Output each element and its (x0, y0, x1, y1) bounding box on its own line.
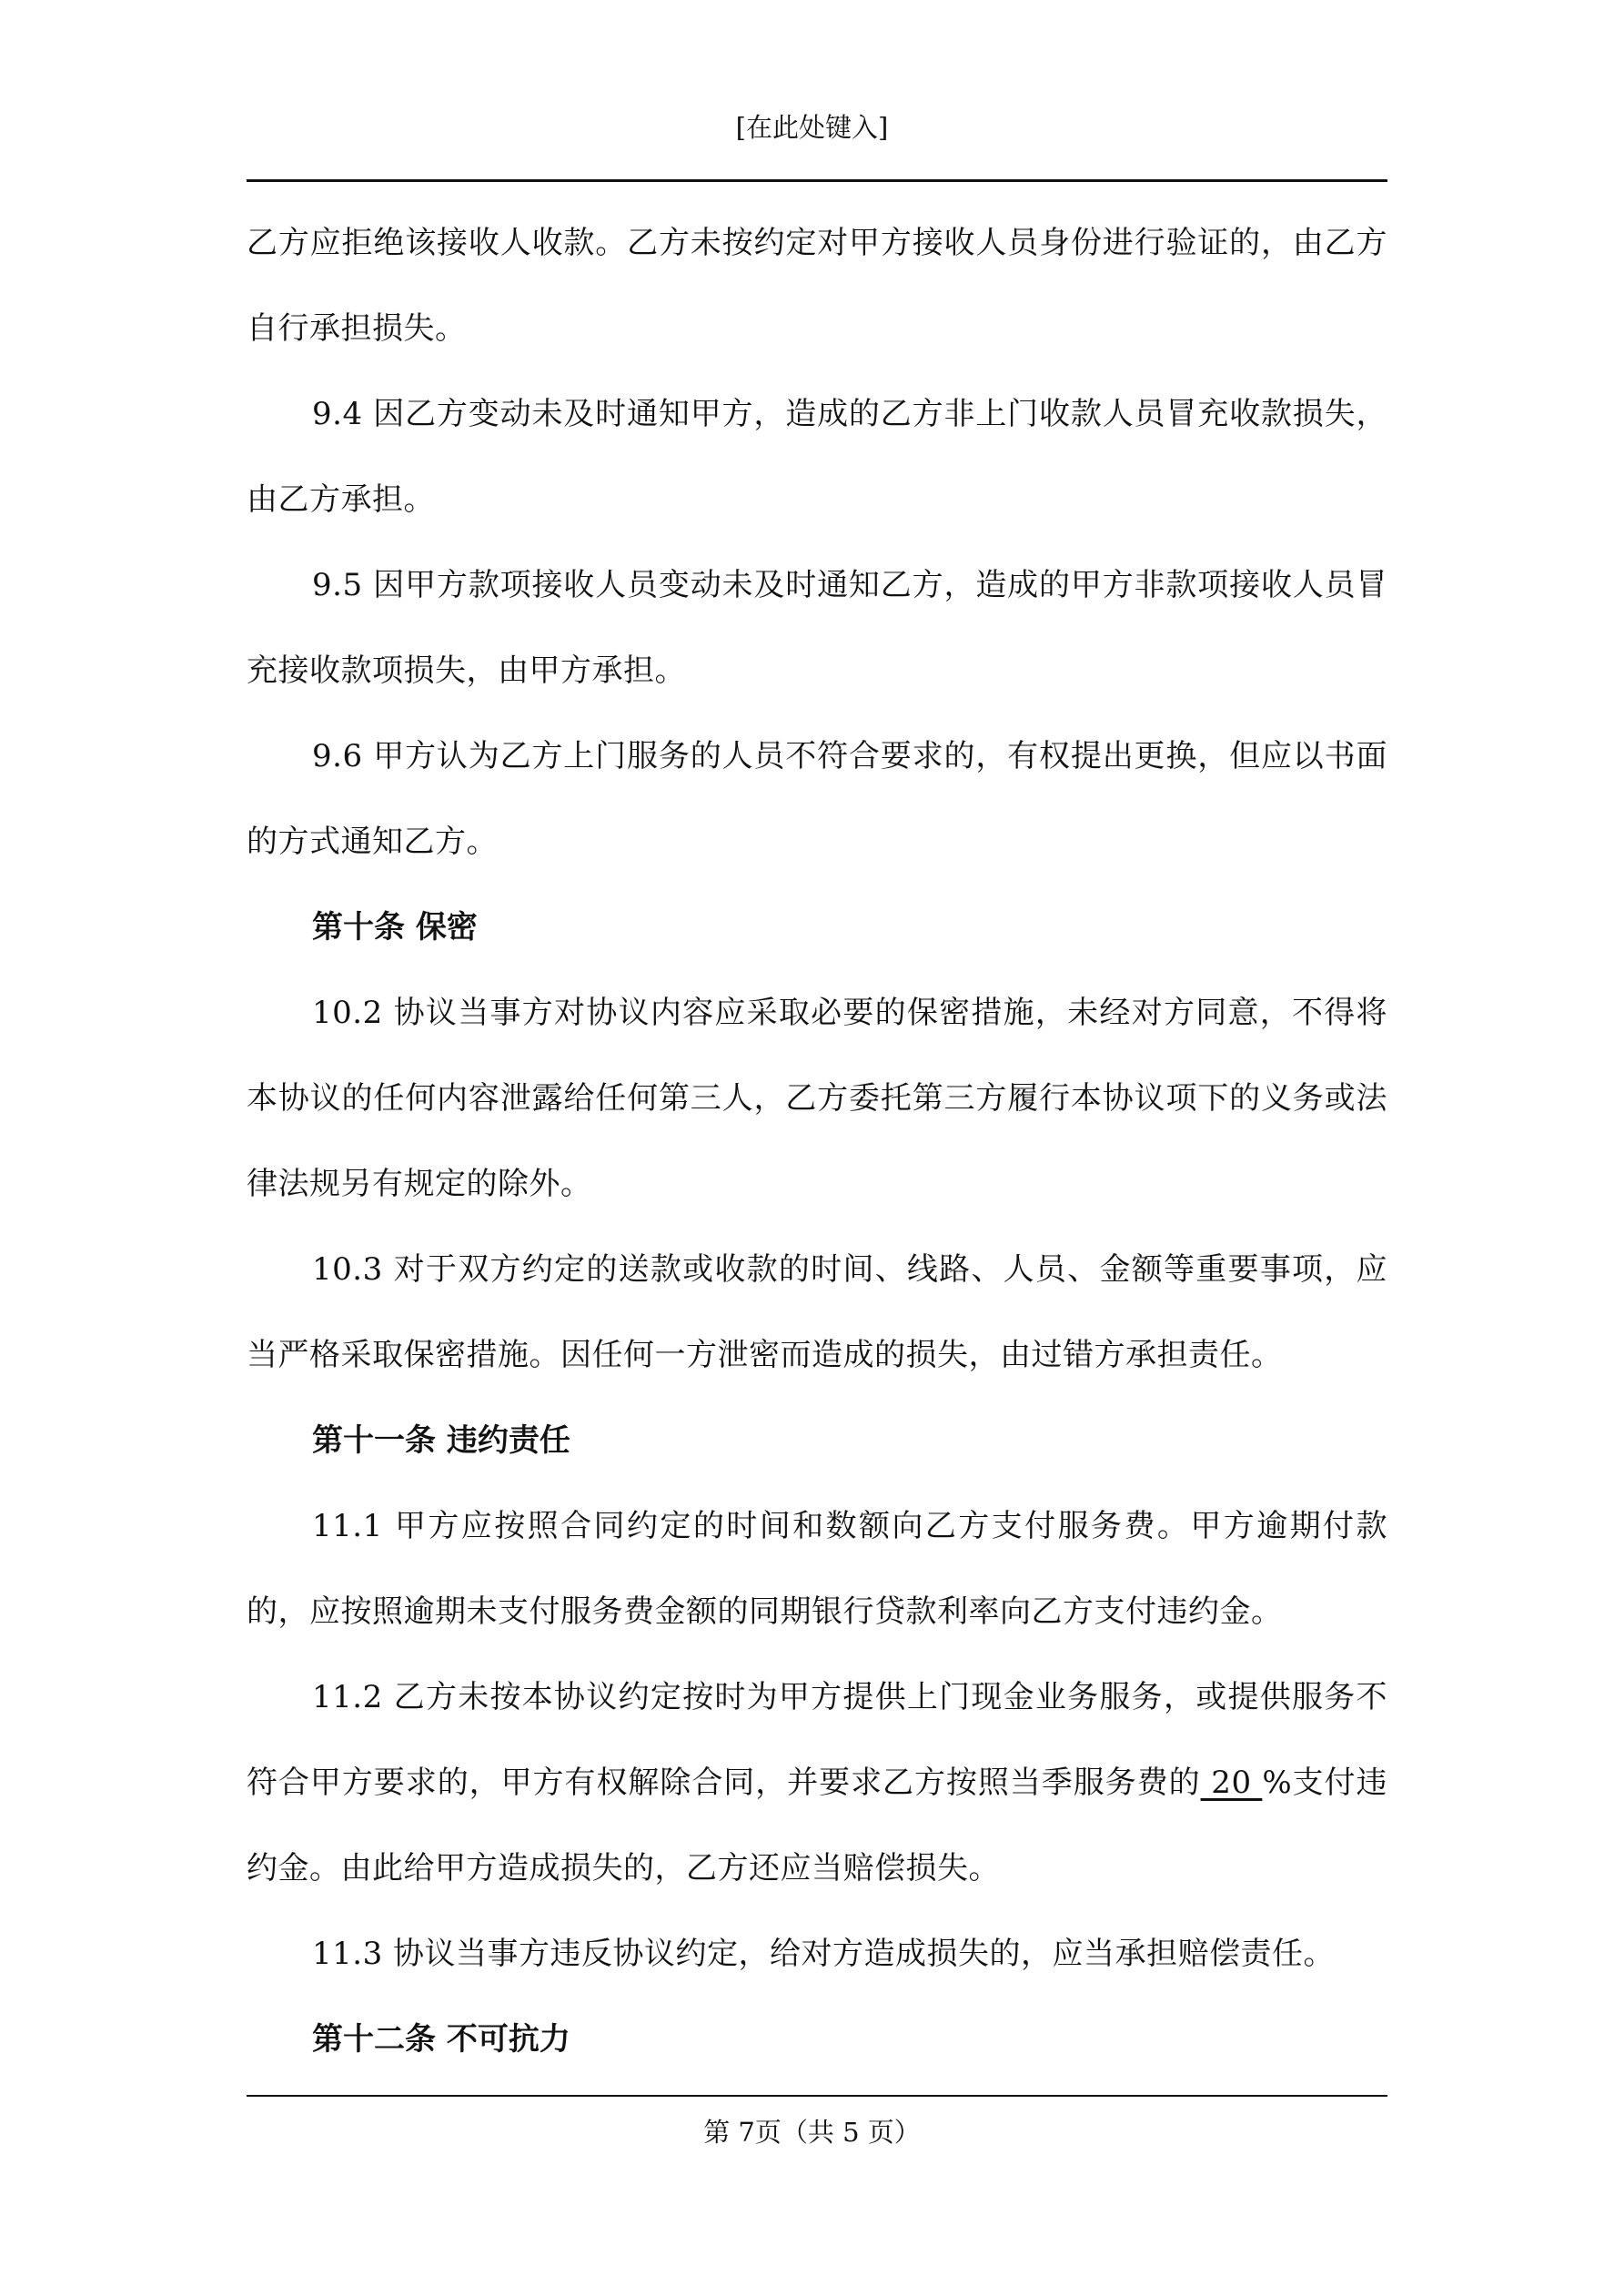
page-header: [在此处键入] (735, 112, 889, 143)
paragraph-10-3: 10.3 对于双方约定的送款或收款的时间、线路、人员、金额等重要事项，应当严格采取保密措施。因任何一方泄密而造成的损失，由过错方承担责任。 (247, 1251, 1387, 1373)
paragraph-9-6: 9.6 甲方认为乙方上门服务的人员不符合要求的，有权提出更换，但应以书面的方式通知乙方。 (247, 738, 1387, 860)
penalty-percent-field: 20 (1200, 1765, 1263, 1801)
paragraph-11-2-lead: 11.2 乙方未按本协议约定按时为甲方提供上门现金业务服务，或提供服务不符合甲方要求的，甲方有权解除合同，并要求乙方按照当季服务费的 (247, 1679, 1387, 1801)
heading-article-10: 第十条 保密 (312, 909, 478, 946)
paragraph-11-1: 11.1 甲方应按照合同约定的时间和数额向乙方支付服务费。甲方逾期付款的，应按照逾期未支付服务费金额的同期银行贷款利率向乙方支付违约金。 (247, 1508, 1387, 1630)
paragraph-9-4: 9.4 因乙方变动未及时通知甲方，造成的乙方非上门收款人员冒充收款损失，由乙方承担。 (247, 396, 1387, 518)
heading-article-12: 第十二条 不可抗力 (312, 2021, 570, 2058)
paragraph-11-2 (247, 1654, 1387, 1911)
paragraph-continued: 乙方应拒绝该接收人收款。乙方未按约定对甲方接收人员身份进行验证的，由乙方自行承担损失。 (247, 225, 1387, 347)
header-divider (247, 179, 1387, 182)
document-body (247, 200, 1387, 2082)
paragraph-11-2-tail: %支付违约金。由此给甲方造成损失的，乙方还应当赔偿损失。 (247, 1765, 1388, 1886)
page-footer: 第 7页（共 5 页） (703, 2117, 921, 2148)
paragraph-9-5: 9.5 因甲方款项接收人员变动未及时通知乙方，造成的甲方非款项接收人员冒充接收款项损失，由甲方承担。 (247, 567, 1387, 689)
heading-article-11: 第十一条 违约责任 (312, 1422, 570, 1459)
paragraph-11-3: 11.3 协议当事方违反协议约定，给对方造成损失的，应当承担赔偿责任。 (312, 1936, 1336, 1972)
footer-divider (247, 2095, 1387, 2097)
paragraph-10-2: 10.2 协议当事方对协议内容应采取必要的保密措施，未经对方同意，不得将本协议的任何内容泄露给任何第三人，乙方委托第三方履行本协议项下的义务或法律法规另有规定的除外。 (247, 995, 1387, 1202)
